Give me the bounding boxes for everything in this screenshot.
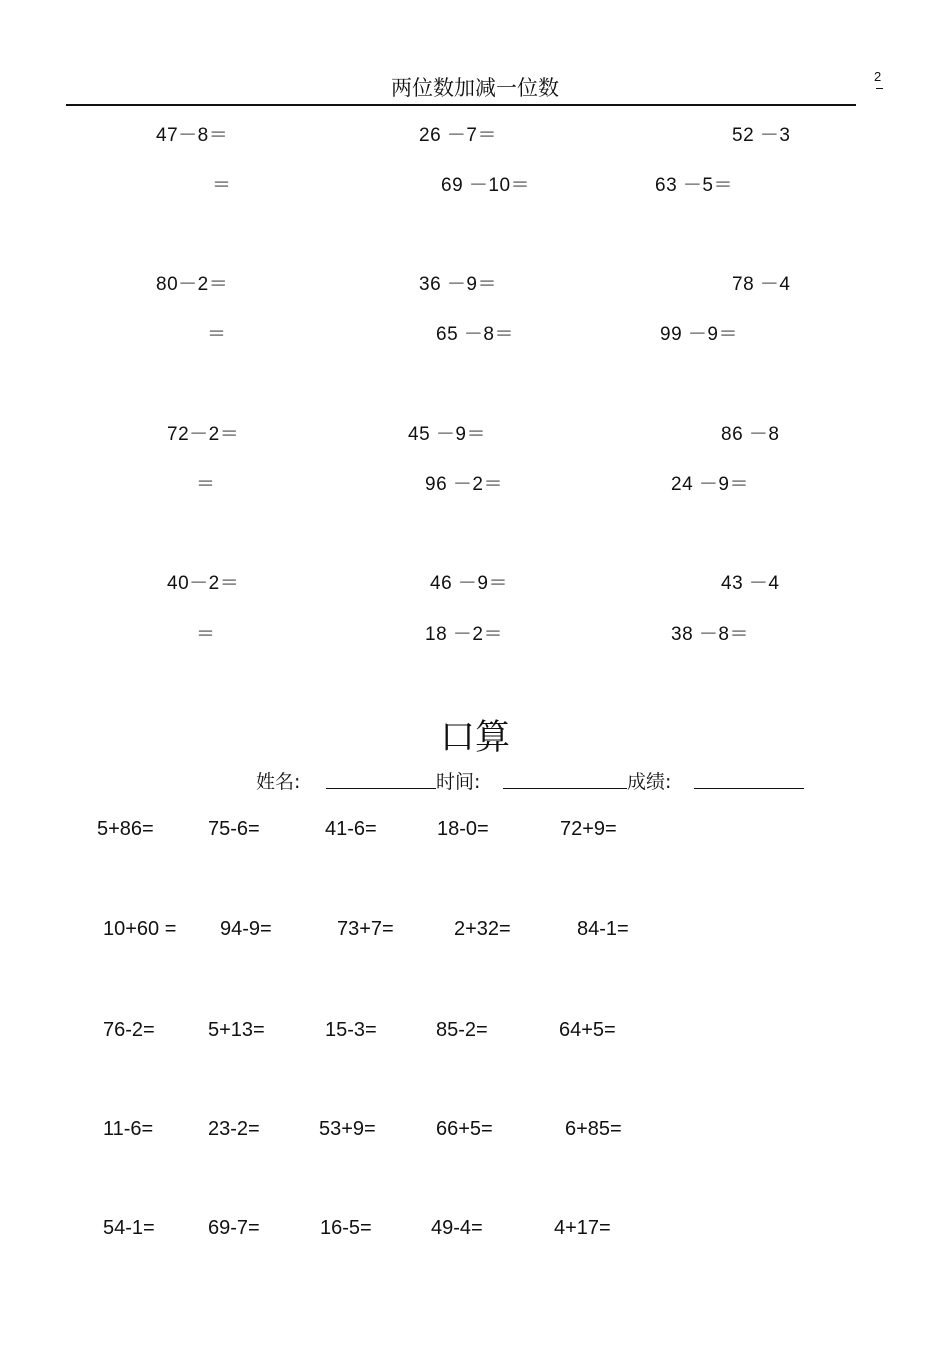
oral-item: 75-6= xyxy=(208,818,260,840)
oral-item: 73+7= xyxy=(337,918,394,940)
exercise-item: ＝ xyxy=(207,324,227,345)
exercise-item: 18 －2＝ xyxy=(425,624,503,645)
oral-item: 64+5= xyxy=(559,1019,616,1041)
header-rule xyxy=(66,104,856,106)
name-blank[interactable] xyxy=(326,788,436,789)
exercise-item: 65 －8＝ xyxy=(436,324,514,345)
oral-item: 66+5= xyxy=(436,1118,493,1140)
oral-item: 94-9= xyxy=(220,918,272,940)
oral-item: 10+60 = xyxy=(103,918,177,940)
exercise-item: 46 －9＝ xyxy=(430,573,508,594)
oral-item: 69-7= xyxy=(208,1217,260,1239)
exercise-item: 80－2＝ xyxy=(156,274,229,295)
oral-arithmetic-title: 口算 xyxy=(439,718,510,758)
oral-item: 11-6= xyxy=(103,1118,154,1140)
exercise-item: 24 －9＝ xyxy=(671,474,749,495)
oral-item: 6+85= xyxy=(565,1118,622,1140)
exercise-item: ＝ xyxy=(196,624,216,645)
score-blank[interactable] xyxy=(694,788,804,789)
oral-item: 54-1= xyxy=(103,1217,155,1239)
exercise-item: 63 －5＝ xyxy=(655,175,733,196)
exercise-item: ＝ xyxy=(196,474,216,495)
oral-item: 41-6= xyxy=(325,818,377,840)
oral-item: 72+9= xyxy=(560,818,617,840)
name-label: 姓名: xyxy=(256,771,301,793)
time-label: 时间: xyxy=(436,771,481,793)
exercise-item: ＝ xyxy=(212,175,232,196)
oral-item: 85-2= xyxy=(436,1019,488,1041)
oral-item: 16-5= xyxy=(320,1217,372,1239)
exercise-item: 72－2＝ xyxy=(167,424,240,445)
exercise-item: 99 －9＝ xyxy=(660,324,738,345)
exercise-item: 26 －7＝ xyxy=(419,125,497,146)
oral-item: 84-1= xyxy=(577,918,629,940)
oral-item: 53+9= xyxy=(319,1118,376,1140)
oral-item: 49-4= xyxy=(431,1217,483,1239)
exercise-item: 86 －8 xyxy=(721,424,780,445)
page-number-underline xyxy=(876,88,883,89)
exercise-item: 78 －4 xyxy=(732,274,791,295)
exercise-item: 47－8＝ xyxy=(156,125,229,146)
oral-item: 18-0= xyxy=(437,818,489,840)
oral-item: 4+17= xyxy=(554,1217,611,1239)
time-blank[interactable] xyxy=(503,788,627,789)
exercise-item: 96 －2＝ xyxy=(425,474,503,495)
exercise-item: 40－2＝ xyxy=(167,573,240,594)
oral-item: 76-2= xyxy=(103,1019,155,1041)
oral-item: 2+32= xyxy=(454,918,511,940)
exercise-item: 36 －9＝ xyxy=(419,274,497,295)
oral-item: 5+86= xyxy=(97,818,154,840)
exercise-item: 52 －3 xyxy=(732,125,791,146)
exercise-item: 43 －4 xyxy=(721,573,780,594)
oral-item: 23-2= xyxy=(208,1118,260,1140)
oral-item: 15-3= xyxy=(325,1019,377,1041)
score-label: 成绩: xyxy=(627,771,672,793)
exercise-item: 38 －8＝ xyxy=(671,624,749,645)
page-number: 2 xyxy=(874,69,882,84)
worksheet-header-title: 两位数加减一位数 xyxy=(391,76,559,100)
exercise-item: 69 －10＝ xyxy=(441,175,531,196)
exercise-item: 45 －9＝ xyxy=(408,424,486,445)
oral-item: 5+13= xyxy=(208,1019,265,1041)
